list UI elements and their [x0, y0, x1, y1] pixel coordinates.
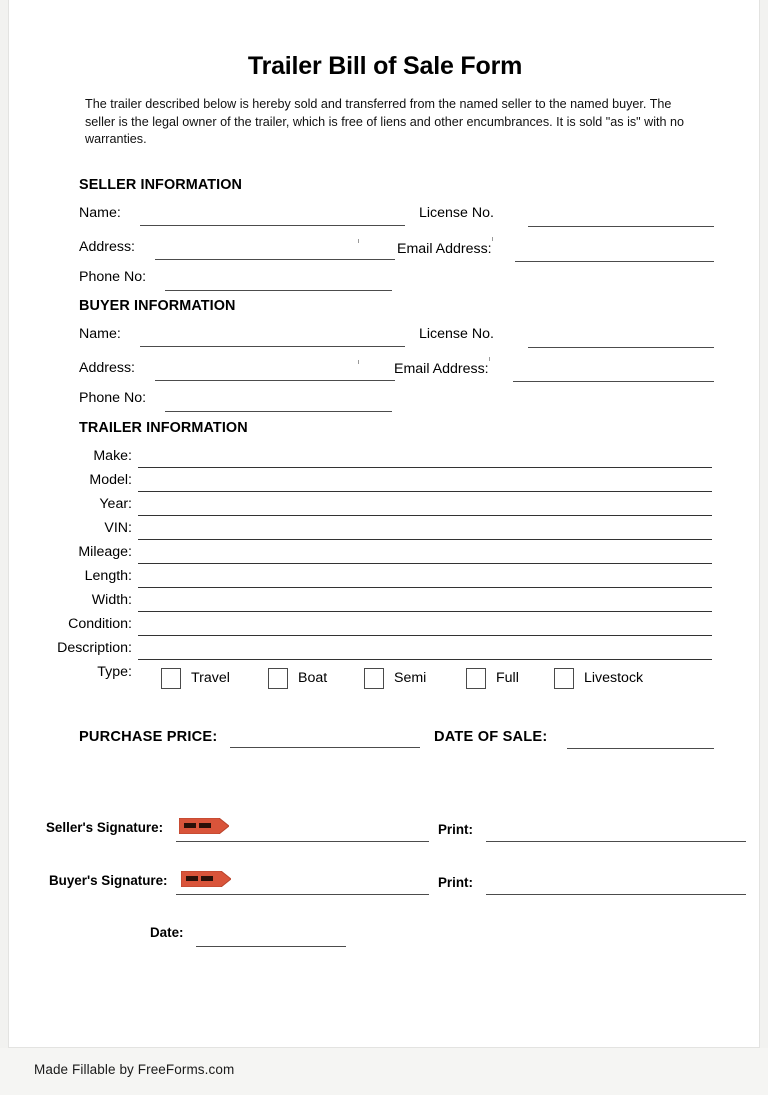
signature-date-input[interactable]	[196, 946, 346, 947]
trailer-vin-input[interactable]	[138, 539, 712, 540]
intro-paragraph: The trailer described below is hereby sold and transferred from the named seller to the named buyer. The seller is the legal owner of the trailer, which is free of liens and other encumbrances. It is sold "as is" with no warranties.	[85, 97, 685, 147]
purchase-price-label: PURCHASE PRICE:	[79, 729, 218, 745]
type-label-travel: Travel	[191, 670, 230, 686]
trailer-section-heading: TRAILER INFORMATION	[79, 420, 248, 436]
seller-phone-label: Phone No:	[79, 269, 147, 285]
type-label-semi: Semi	[394, 670, 427, 686]
type-checkbox-full[interactable]	[466, 668, 486, 689]
purchase-price-input[interactable]	[230, 747, 420, 748]
trailer-length-label: Length:	[84, 568, 132, 584]
buyer-phone-input[interactable]	[165, 411, 392, 412]
seller-address-input[interactable]	[155, 259, 395, 260]
buyer-name-label: Name:	[79, 326, 121, 342]
buyer-address-input[interactable]	[155, 380, 395, 381]
trailer-description-label: Description:	[57, 640, 132, 656]
type-label-full: Full	[496, 670, 519, 686]
buyer-sign-here-icon[interactable]	[181, 871, 231, 887]
seller-email-input[interactable]	[515, 261, 714, 262]
trailer-width-input[interactable]	[138, 611, 712, 612]
trailer-model-input[interactable]	[138, 491, 712, 492]
buyer-signature-input[interactable]	[176, 894, 429, 895]
seller-email-label: Email Address:	[397, 241, 492, 257]
trailer-make-label: Make:	[93, 448, 132, 464]
trailer-condition-input[interactable]	[138, 635, 712, 636]
seller-print-label: Print:	[438, 822, 473, 837]
trailer-vin-label: VIN:	[104, 520, 132, 536]
trailer-mileage-label: Mileage:	[78, 544, 132, 560]
type-checkbox-boat[interactable]	[268, 668, 288, 689]
page-title: Trailer Bill of Sale Form	[247, 52, 523, 80]
seller-name-label: Name:	[79, 205, 121, 221]
trailer-width-label: Width:	[91, 592, 132, 608]
seller-signature-input[interactable]	[176, 841, 429, 842]
buyer-signature-label: Buyer's Signature:	[49, 873, 168, 888]
date-of-sale-input[interactable]	[567, 748, 714, 749]
type-checkbox-livestock[interactable]	[554, 668, 574, 689]
seller-address-label: Address:	[79, 239, 135, 255]
buyer-name-input[interactable]	[140, 346, 405, 347]
seller-signature-label: Seller's Signature:	[46, 820, 164, 835]
signature-date-label: Date:	[150, 925, 184, 940]
trailer-description-input[interactable]	[138, 659, 712, 660]
seller-sign-here-icon[interactable]	[179, 818, 229, 834]
seller-section-heading: SELLER INFORMATION	[79, 177, 243, 193]
type-label-boat: Boat	[298, 670, 328, 686]
buyer-email-tick-mark	[489, 357, 490, 361]
trailer-model-label: Model:	[89, 472, 132, 488]
seller-name-input[interactable]	[140, 225, 405, 226]
trailer-mileage-input[interactable]	[138, 563, 712, 564]
type-checkbox-travel[interactable]	[161, 668, 181, 689]
buyer-address-label: Address:	[79, 360, 135, 376]
buyer-phone-label: Phone No:	[79, 390, 147, 406]
date-of-sale-label: DATE OF SALE:	[434, 729, 548, 745]
seller-license-label: License No.	[419, 205, 494, 221]
trailer-make-input[interactable]	[138, 467, 712, 468]
seller-print-input[interactable]	[486, 841, 746, 842]
trailer-year-label: Year:	[99, 496, 132, 512]
buyer-address-tick-mark	[358, 360, 359, 364]
buyer-license-label: License No.	[419, 326, 494, 342]
type-label-livestock: Livestock	[584, 670, 644, 686]
seller-address-tick-mark	[358, 239, 359, 243]
trailer-year-input[interactable]	[138, 515, 712, 516]
buyer-section-heading: BUYER INFORMATION	[79, 298, 236, 314]
buyer-license-input[interactable]	[528, 347, 714, 348]
seller-email-tick-mark	[492, 237, 493, 241]
trailer-condition-label: Condition:	[68, 616, 132, 632]
seller-phone-input[interactable]	[165, 290, 392, 291]
document-page	[8, 0, 760, 1048]
trailer-length-input[interactable]	[138, 587, 712, 588]
buyer-email-label: Email Address:	[394, 361, 489, 377]
buyer-email-input[interactable]	[513, 381, 714, 382]
buyer-print-label: Print:	[438, 875, 473, 890]
seller-license-input[interactable]	[528, 226, 714, 227]
footer-credit: Made Fillable by FreeForms.com	[34, 1062, 235, 1077]
trailer-type-label: Type:	[97, 664, 132, 680]
buyer-print-input[interactable]	[486, 894, 746, 895]
type-checkbox-semi[interactable]	[364, 668, 384, 689]
